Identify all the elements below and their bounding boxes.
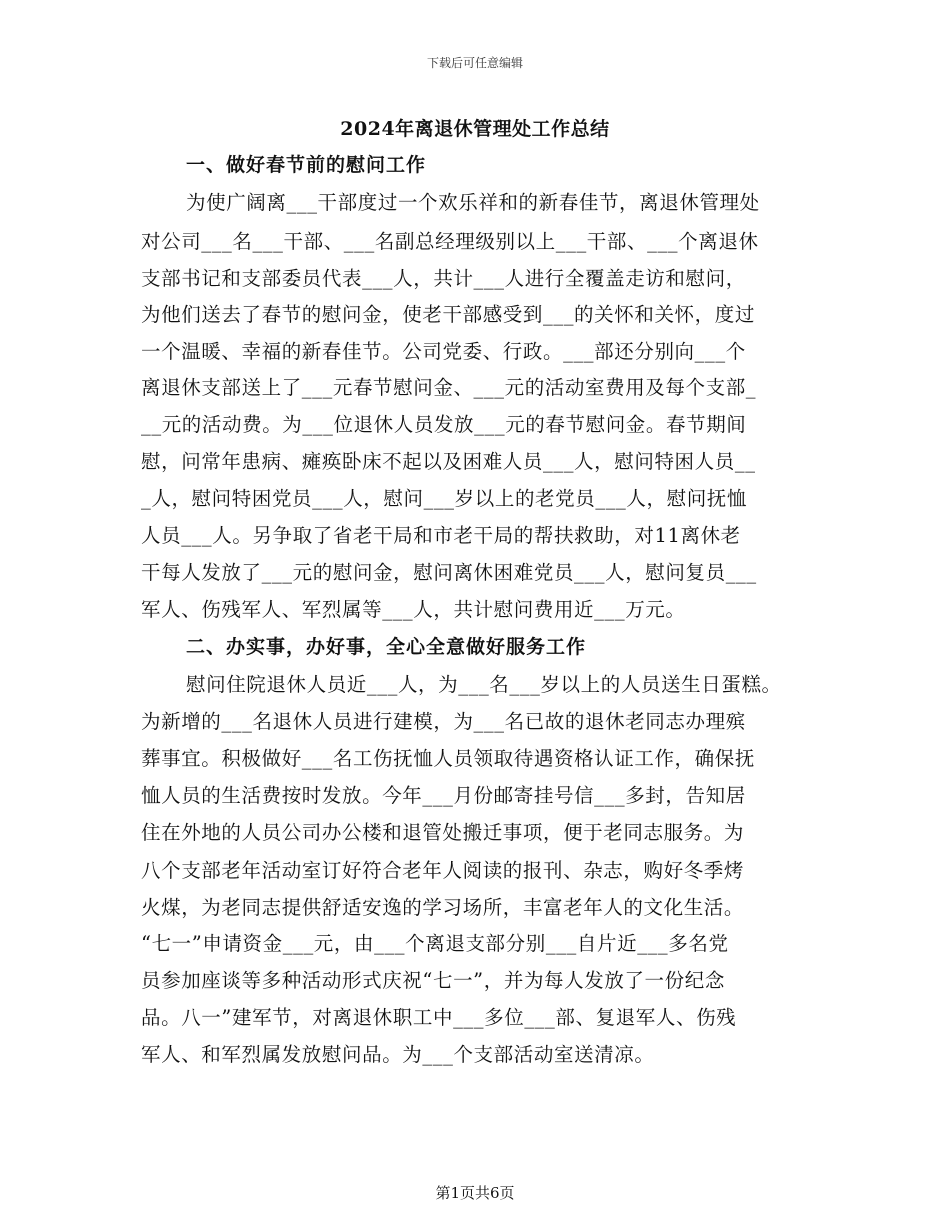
paragraph-line: _人，慰问特困党员___人，慰问___岁以上的老党员___人，慰问抚恤 bbox=[141, 487, 748, 510]
paragraph-line: 一个温暖、幸福的新春佳节。公司党委、行政。___部还分别向___个 bbox=[141, 340, 746, 363]
document-title: 2024年离退休管理处工作总结 bbox=[340, 118, 610, 140]
paragraph-line: __元的活动费。为___位退休人员发放___元的春节慰问金。春节期间 bbox=[141, 413, 747, 436]
paragraph-line: 人员___人。另争取了省老干局和市老干局的帮扶救助，对11离休老 bbox=[141, 524, 741, 547]
paragraph-line: 军人、和军烈属发放慰问品。为___个支部活动室送清凉。 bbox=[141, 1043, 655, 1066]
paragraph-line: 火煤，为老同志提供舒适安逸的学习场所，丰富老年人的文化生活。 bbox=[141, 896, 745, 919]
section-heading: 一、做好春节前的慰问工作 bbox=[186, 154, 427, 176]
paragraph-line: 为新增的___名退休人员进行建模，为___名已故的退休老同志办理殡 bbox=[141, 710, 746, 733]
page-number-footer: 第1页共6页 bbox=[435, 1184, 515, 1202]
header-note: 下载后可任意编辑 bbox=[426, 56, 523, 70]
paragraph-line: 葬事宜。积极做好___名工伤抚恤人员领取待遇资格认证工作，确保抚 bbox=[141, 747, 755, 770]
paragraph-line: 恤人员的生活费按时发放。今年___月份邮寄挂号信___多封，告知居 bbox=[141, 784, 746, 807]
paragraph-line: “七一”申请资金___元，由___个离退支部分别___自片近___多名党 bbox=[141, 932, 729, 955]
paragraph-line: 为使广阔离___干部度过一个欢乐祥和的新春佳节，离退休管理处 bbox=[186, 191, 760, 214]
paragraph-line: 支部书记和支部委员代表___人，共计___人进行全覆盖走访和慰问， bbox=[141, 267, 746, 290]
paragraph-line: 为他们送去了春节的慰问金，使老干部感受到___的关怀和关怀，度过 bbox=[141, 303, 755, 326]
paragraph-line: 住在外地的人员公司办公楼和退管处搬迁事项，便于老同志服务。为 bbox=[141, 821, 745, 844]
paragraph-line: 慰问住院退休人员近___人，为___名___岁以上的人员送生日蛋糕。 bbox=[186, 673, 782, 696]
paragraph-line: 军人、伤残军人、军烈属等___人，共计慰问费用近___万元。 bbox=[141, 598, 686, 621]
paragraph-line: 慰，问常年患病、瘫痪卧床不起以及困难人员___人，慰问特困人员__ bbox=[141, 450, 756, 473]
paragraph-line: 对公司___名___干部、___名副总经理级别以上___干部、___个离退休 bbox=[141, 230, 759, 253]
paragraph-line: 离退休支部送上了___元春节慰问金、___元的活动室费用及每个支部_ bbox=[141, 376, 757, 399]
paragraph-line: 员参加座谈等多种活动形式庆祝“七一”，并为每人发放了一份纪念 bbox=[141, 969, 725, 992]
paragraph-line: 品。八一”建军节，对离退休职工中___多位___部、复退军人、伤残 bbox=[141, 1006, 737, 1029]
section-heading: 二、办实事，办好事，全心全意做好服务工作 bbox=[186, 636, 587, 658]
paragraph-line: 干每人发放了___元的慰问金，慰问离休困难党员___人，慰问复员___ bbox=[141, 561, 757, 584]
paragraph-line: 八个支部老年活动室订好符合老年人阅读的报刊、杂志，购好冬季烤 bbox=[141, 859, 745, 882]
